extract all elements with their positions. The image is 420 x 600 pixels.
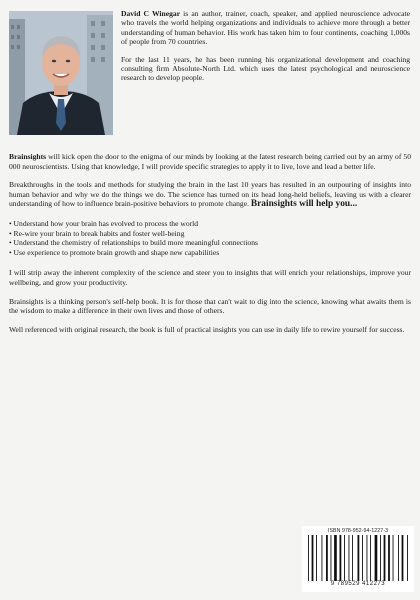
help-you-heading: Brainsights will help you... (250, 199, 358, 210)
book-description (9, 152, 411, 343)
isbn-barcode (302, 526, 414, 592)
list-item: • Understand the chemistry of relationships to build more meaningful connections (9, 238, 258, 248)
barcode-bars (306, 535, 410, 581)
author-name: David C Winegar (121, 9, 181, 18)
benefit-list (9, 219, 411, 257)
description-paragraph-4: Brainsights is a thinking person's self-help book. It is for those that can't wait to dig into the science, knowing what awaits them is the wisdom to make a difference in their own lives and those of others. (9, 296, 411, 316)
author-photo (9, 11, 113, 135)
bio-paragraph-2: For the last 11 years, he has been running his organizational development and coaching consulting firm Absolute-North Ltd. which uses the latest psychological and neuroscience research to develop people. (121, 54, 410, 83)
bio-paragraph-1-text: is an author, trainer, coach, speaker, and applied neuroscience advocate who travels the world helping organizations and individuals to achieve more through a better understanding of human behavior. His work has taken him to four continents, coaching 1,000s of people from 70 countries. (121, 9, 410, 47)
book-title-inline: Brainsights (9, 152, 47, 161)
bio-paragraph-1 (121, 9, 410, 47)
description-paragraph-2 (9, 180, 411, 210)
description-paragraph-1 (9, 152, 411, 171)
description-paragraph-3: I will strip away the inherent complexity of the science and steer you to insights that will enrich your relationships, improve your wellbeing, and grow your productivity. (9, 268, 411, 287)
list-item: • Re-wire your brain to break habits and foster well-being (9, 228, 185, 238)
author-bio (121, 9, 410, 91)
list-item: • Understand how your brain has evolved to process the world (9, 218, 199, 228)
description-paragraph-5: Well referenced with original research, the book is full of practical insights you can use in daily life to rewire yourself for success. (9, 324, 405, 334)
barcode-digits: 9 789529 412273 (330, 581, 386, 587)
isbn-label: ISBN 978-952-94-1227-3 (327, 528, 389, 534)
list-item: • Use experience to promote brain growth and shape new capabilities (9, 247, 220, 257)
description-paragraph-2-text: Breakthroughs in the tools and methods for studying the brain in the last 10 years has resulted in an outpouring of insights into human behavior and why we do the things we do. The science has turned on its head long-held beliefs, leaving us with a clearer understanding of how to influence brain-positive behaviors to promote change. (9, 180, 411, 209)
description-paragraph-1-text: will kick open the door to the enigma of our minds by looking at the latest research being carried out by an army of 50 000 neuroscientists. Using that knowledge, I will provide specific strategies to apply it to live, love and lead a better life. (9, 152, 411, 171)
